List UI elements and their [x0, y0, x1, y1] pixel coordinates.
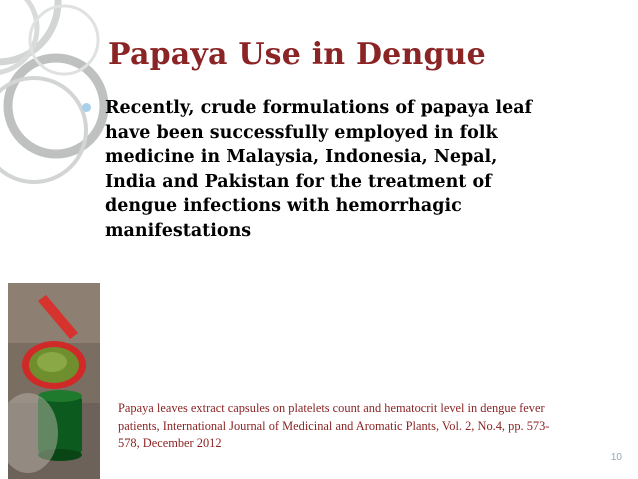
- photo-illustration: [8, 283, 100, 479]
- bullet-text: Recently, crude formulations of papaya leaf have been successfully employed in folk medicine in Malaysia, Indonesia, Nepal, India and Pakistan for the treatment of dengue infections with hemorrhagic manifestations: [105, 98, 533, 241]
- citation-text: Papaya leaves extract capsules on platelets count and hematocrit level in dengue fever patients, International Journal of Medicinal and Aromatic Plants, Vol. 2, No.4, pp. 573- 578, December 2012: [118, 401, 550, 450]
- page-number: 10: [610, 452, 622, 463]
- circle-bullet-icon: [82, 103, 91, 112]
- slide-title: Papaya Use in Dengue: [108, 37, 486, 72]
- papaya-leaf-powder-photo: [8, 283, 100, 479]
